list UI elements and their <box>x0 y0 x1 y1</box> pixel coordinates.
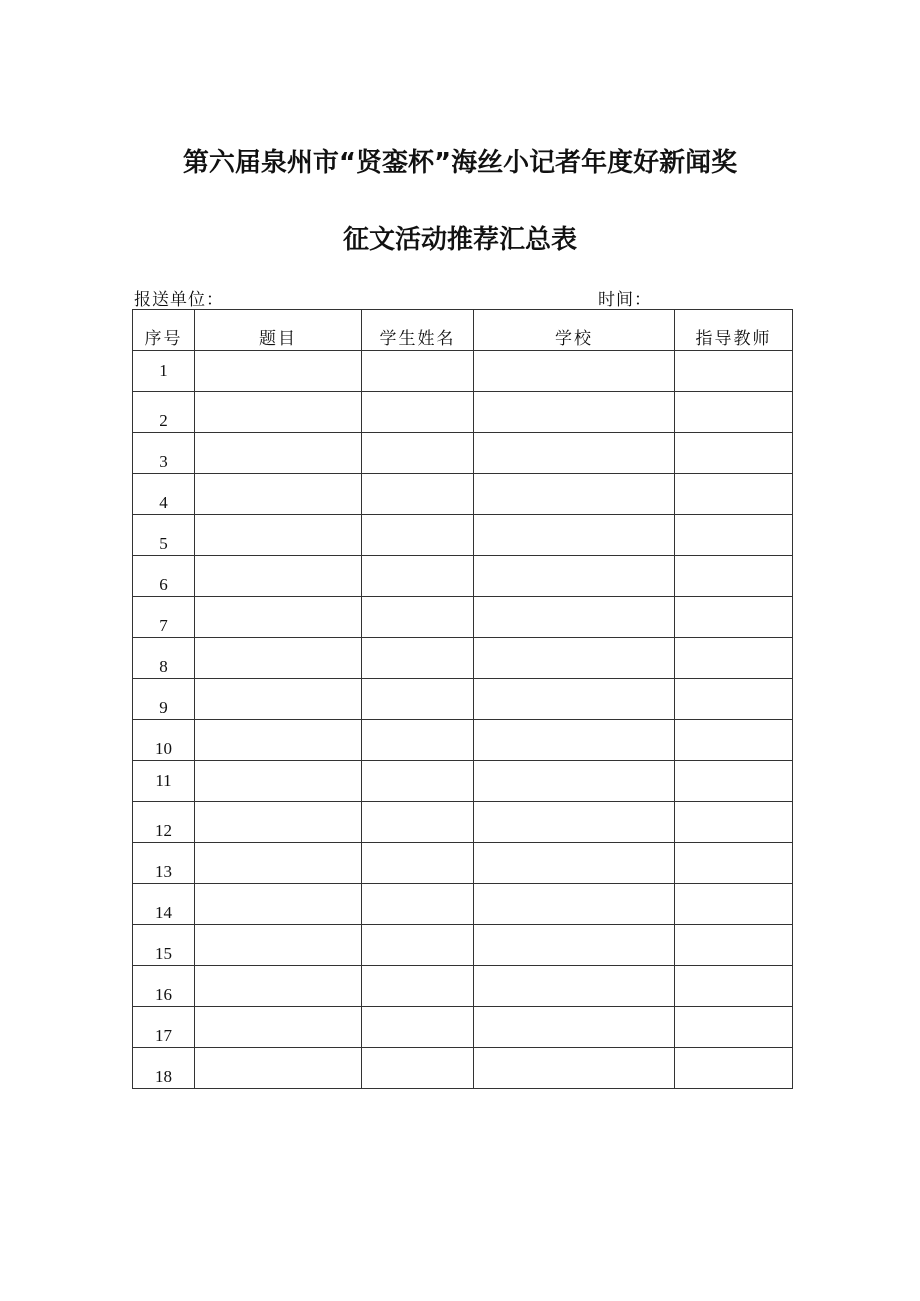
title-cell[interactable] <box>195 802 362 843</box>
table-row <box>133 556 793 597</box>
serial-number-cell: 11 <box>133 761 195 802</box>
header-school: 学校 <box>474 310 675 351</box>
instructor-cell[interactable] <box>675 474 793 515</box>
table-row <box>133 392 793 433</box>
instructor-cell[interactable] <box>675 597 793 638</box>
instructor-cell[interactable] <box>675 884 793 925</box>
table-row <box>133 679 793 720</box>
student-name-cell[interactable] <box>362 925 474 966</box>
title-cell[interactable] <box>195 597 362 638</box>
serial-number-cell: 10 <box>133 720 195 761</box>
table-row <box>133 515 793 556</box>
student-name-cell[interactable] <box>362 515 474 556</box>
header-student-name: 学生姓名 <box>362 310 474 351</box>
student-name-cell[interactable] <box>362 556 474 597</box>
school-cell[interactable] <box>474 802 675 843</box>
instructor-cell[interactable] <box>675 1007 793 1048</box>
school-cell[interactable] <box>474 556 675 597</box>
instructor-cell[interactable] <box>675 679 793 720</box>
title-cell[interactable] <box>195 433 362 474</box>
title-cell[interactable] <box>195 966 362 1007</box>
serial-number-cell: 4 <box>133 474 195 515</box>
serial-number-cell: 7 <box>133 597 195 638</box>
table-row <box>133 638 793 679</box>
table-row <box>133 925 793 966</box>
serial-number-cell: 15 <box>133 925 195 966</box>
student-name-cell[interactable] <box>362 638 474 679</box>
student-name-cell[interactable] <box>362 392 474 433</box>
school-cell[interactable] <box>474 474 675 515</box>
school-cell[interactable] <box>474 392 675 433</box>
title-cell[interactable] <box>195 638 362 679</box>
school-cell[interactable] <box>474 925 675 966</box>
title-cell[interactable] <box>195 843 362 884</box>
school-cell[interactable] <box>474 679 675 720</box>
title-cell[interactable] <box>195 392 362 433</box>
student-name-cell[interactable] <box>362 474 474 515</box>
title-cell[interactable] <box>195 761 362 802</box>
table-row <box>133 433 793 474</box>
student-name-cell[interactable] <box>362 597 474 638</box>
serial-number-cell: 12 <box>133 802 195 843</box>
title-cell[interactable] <box>195 679 362 720</box>
document-subtitle: 征文活动推荐汇总表 <box>342 225 577 255</box>
serial-number-cell: 18 <box>133 1048 195 1089</box>
instructor-cell[interactable] <box>675 802 793 843</box>
table-body <box>133 351 793 1089</box>
student-name-cell[interactable] <box>362 1048 474 1089</box>
table-row <box>133 966 793 1007</box>
table-row <box>133 802 793 843</box>
serial-number-cell: 6 <box>133 556 195 597</box>
serial-number-cell: 13 <box>133 843 195 884</box>
student-name-cell[interactable] <box>362 761 474 802</box>
student-name-cell[interactable] <box>362 884 474 925</box>
title-cell[interactable] <box>195 515 362 556</box>
student-name-cell[interactable] <box>362 720 474 761</box>
student-name-cell[interactable] <box>362 433 474 474</box>
student-name-cell[interactable] <box>362 843 474 884</box>
instructor-cell[interactable] <box>675 351 793 392</box>
table-header-row <box>133 310 793 351</box>
instructor-cell[interactable] <box>675 556 793 597</box>
table-row <box>133 1048 793 1089</box>
title-cell[interactable] <box>195 925 362 966</box>
title-cell[interactable] <box>195 556 362 597</box>
serial-number-cell: 8 <box>133 638 195 679</box>
table-row <box>133 597 793 638</box>
school-cell[interactable] <box>474 638 675 679</box>
school-cell[interactable] <box>474 433 675 474</box>
recommendation-summary-table <box>132 309 793 1089</box>
instructor-cell[interactable] <box>675 720 793 761</box>
school-cell[interactable] <box>474 351 675 392</box>
table-row <box>133 720 793 761</box>
header-serial-number: 序号 <box>133 310 195 351</box>
instructor-cell[interactable] <box>675 515 793 556</box>
serial-number-cell: 1 <box>133 351 195 392</box>
header-instructor: 指导教师 <box>675 310 793 351</box>
title-cell[interactable] <box>195 884 362 925</box>
serial-number-cell: 16 <box>133 966 195 1007</box>
instructor-cell[interactable] <box>675 638 793 679</box>
instructor-cell[interactable] <box>675 925 793 966</box>
table-row <box>133 351 793 392</box>
instructor-cell[interactable] <box>675 1048 793 1089</box>
serial-number-cell: 3 <box>133 433 195 474</box>
table-row <box>133 843 793 884</box>
school-cell[interactable] <box>474 1048 675 1089</box>
serial-number-cell: 17 <box>133 1007 195 1048</box>
school-cell[interactable] <box>474 1007 675 1048</box>
instructor-cell[interactable] <box>675 433 793 474</box>
time-label: 时间： <box>598 290 652 310</box>
table-row <box>133 761 793 802</box>
school-cell[interactable] <box>474 597 675 638</box>
instructor-cell[interactable] <box>675 761 793 802</box>
serial-number-cell: 5 <box>133 515 195 556</box>
table-row <box>133 474 793 515</box>
instructor-cell[interactable] <box>675 966 793 1007</box>
instructor-cell[interactable] <box>675 843 793 884</box>
document-title: 第六届泉州市“贤銮杯”海丝小记者年度好新闻奖 <box>182 148 738 178</box>
title-cell[interactable] <box>195 474 362 515</box>
serial-number-cell: 2 <box>133 392 195 433</box>
title-cell[interactable] <box>195 1007 362 1048</box>
student-name-cell[interactable] <box>362 802 474 843</box>
school-cell[interactable] <box>474 720 675 761</box>
serial-number-cell: 9 <box>133 679 195 720</box>
instructor-cell[interactable] <box>675 392 793 433</box>
header-title: 题目 <box>195 310 362 351</box>
school-cell[interactable] <box>474 884 675 925</box>
title-cell[interactable] <box>195 720 362 761</box>
title-cell[interactable] <box>195 1048 362 1089</box>
school-cell[interactable] <box>474 843 675 884</box>
table-row <box>133 884 793 925</box>
submitting-unit-label: 报送单位： <box>134 290 224 310</box>
school-cell[interactable] <box>474 966 675 1007</box>
student-name-cell[interactable] <box>362 351 474 392</box>
title-cell[interactable] <box>195 351 362 392</box>
student-name-cell[interactable] <box>362 679 474 720</box>
student-name-cell[interactable] <box>362 966 474 1007</box>
school-cell[interactable] <box>474 515 675 556</box>
student-name-cell[interactable] <box>362 1007 474 1048</box>
table-row <box>133 1007 793 1048</box>
serial-number-cell: 14 <box>133 884 195 925</box>
school-cell[interactable] <box>474 761 675 802</box>
